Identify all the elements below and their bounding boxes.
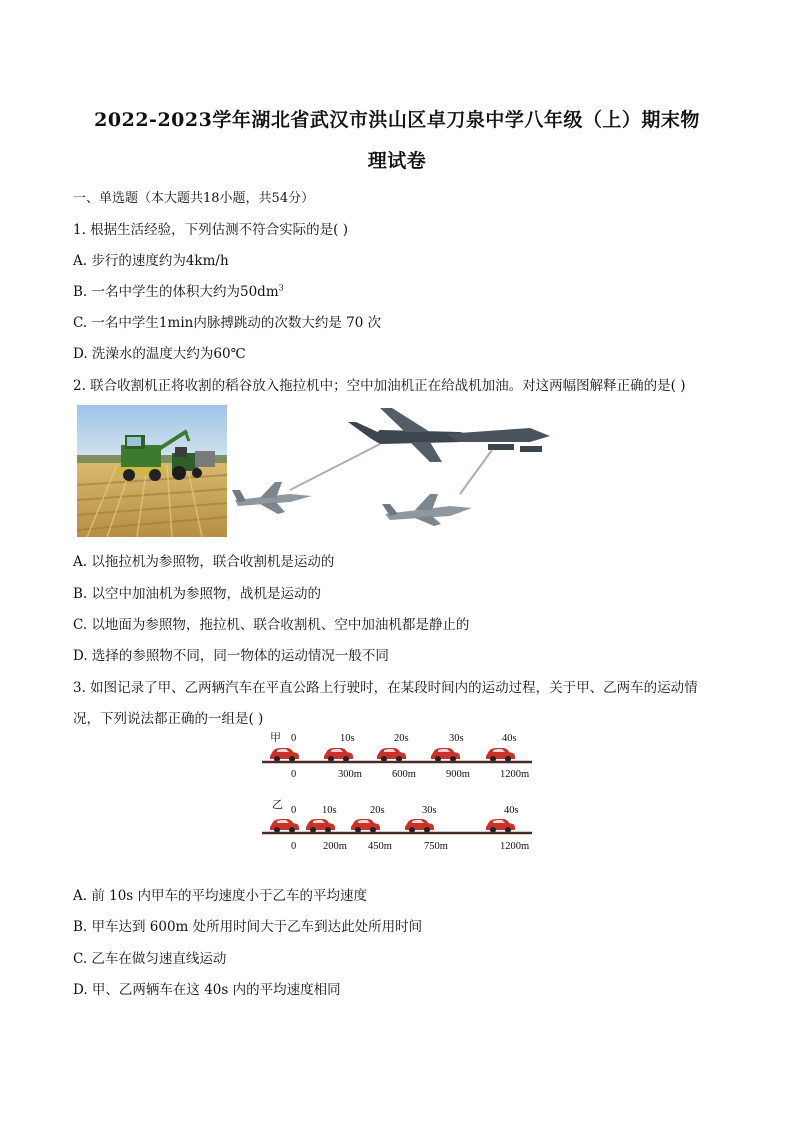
q2-option-a: A. 以拖拉机为参照物，联合收割机是运动的 bbox=[73, 554, 335, 570]
yi-car-10 bbox=[306, 819, 335, 833]
q3-stem-line1: 3. 如图记录了甲、乙两辆汽车在平直公路上行驶时，在某段时间内的运动过程，关于甲、乙两车的运动情 bbox=[73, 680, 698, 696]
aerial-refueling-photo bbox=[230, 402, 560, 527]
yi-dist-750: 750m bbox=[424, 841, 448, 852]
yi-dist-450: 450m bbox=[368, 841, 392, 852]
q3-option-a: A. 前 10s 内甲车的平均速度小于乙车的平均速度 bbox=[73, 888, 368, 904]
exam-title-line1: 2022-2023学年湖北省武汉市洪山区卓刀泉中学八年级（上）期末物 bbox=[94, 109, 700, 131]
jia-time-40: 40s bbox=[502, 733, 517, 744]
jia-time-20: 20s bbox=[394, 733, 409, 744]
jia-time-0: 0 bbox=[291, 733, 297, 744]
yi-label: 乙 bbox=[272, 799, 283, 811]
yi-dist-1200: 1200m bbox=[500, 841, 530, 852]
jia-car-20 bbox=[377, 748, 406, 762]
yi-dist-200: 200m bbox=[323, 841, 347, 852]
yi-car-40 bbox=[486, 819, 515, 833]
yi-time-20: 20s bbox=[370, 805, 385, 816]
yi-time-40: 40s bbox=[504, 805, 519, 816]
q1-option-c: C. 一名中学生1min内脉搏跳动的次数大约是 70 次 bbox=[73, 315, 382, 331]
section-header: 一、单选题（本大题共18小题，共54分） bbox=[73, 191, 315, 206]
yi-time-10: 10s bbox=[322, 805, 337, 816]
jia-car-10 bbox=[324, 748, 353, 762]
jia-dist-900: 900m bbox=[446, 769, 470, 780]
q2-option-c: C. 以地面为参照物，拖拉机、联合收割机、空中加油机都是静止的 bbox=[73, 617, 470, 633]
jia-label: 甲 bbox=[270, 732, 281, 744]
jia-time-30: 30s bbox=[449, 733, 464, 744]
jia-car-30 bbox=[431, 748, 460, 762]
yi-dist-0: 0 bbox=[291, 841, 297, 852]
harvester-photo bbox=[77, 405, 227, 537]
jia-dist-300: 300m bbox=[338, 769, 362, 780]
yi-time-30: 30s bbox=[422, 805, 437, 816]
q2-stem: 2. 联合收割机正将收割的稻谷放入拖拉机中；空中加油机正在给战机加油。对这两幅图解释正确的是( ) bbox=[73, 378, 686, 394]
car-motion-diagram bbox=[262, 728, 544, 858]
q3-option-d: D. 甲、乙两辆车在这 40s 内的平均速度相同 bbox=[73, 982, 341, 998]
yi-car-20 bbox=[351, 819, 380, 833]
jia-car-0 bbox=[270, 748, 299, 762]
jia-dist-0: 0 bbox=[291, 769, 297, 780]
q1-option-a: A. 步行的速度约为4km/h bbox=[73, 253, 229, 269]
exam-title-line2: 理试卷 bbox=[367, 150, 427, 172]
yi-car-30 bbox=[405, 819, 434, 833]
jia-dist-600: 600m bbox=[392, 769, 416, 780]
q1-option-b-sup: 3 bbox=[278, 283, 284, 293]
q1-option-b-text: B. 一名中学生的体积大约为50dm bbox=[73, 284, 279, 300]
jia-car-40 bbox=[486, 748, 515, 762]
jia-dist-1200: 1200m bbox=[500, 769, 530, 780]
q3-option-b: B. 甲车达到 600m 处所用时间大于乙车到达此处所用时间 bbox=[73, 919, 423, 935]
q2-option-b: B. 以空中加油机为参照物，战机是运动的 bbox=[73, 586, 322, 602]
jia-time-10: 10s bbox=[340, 733, 355, 744]
yi-car-0 bbox=[270, 819, 299, 833]
q3-stem-line2: 况，下列说法都正确的一组是( ) bbox=[73, 711, 264, 727]
q2-option-d: D. 选择的参照物不同，同一物体的运动情况一般不同 bbox=[73, 648, 389, 664]
yi-time-0: 0 bbox=[291, 805, 297, 816]
q1-option-d: D. 洗澡水的温度大约为60℃ bbox=[73, 346, 246, 362]
q1-stem: 1. 根据生活经验，下列估测不符合实际的是( ) bbox=[73, 222, 348, 238]
q3-option-c: C. 乙车在做匀速直线运动 bbox=[73, 951, 227, 967]
q1-option-b bbox=[73, 280, 284, 300]
